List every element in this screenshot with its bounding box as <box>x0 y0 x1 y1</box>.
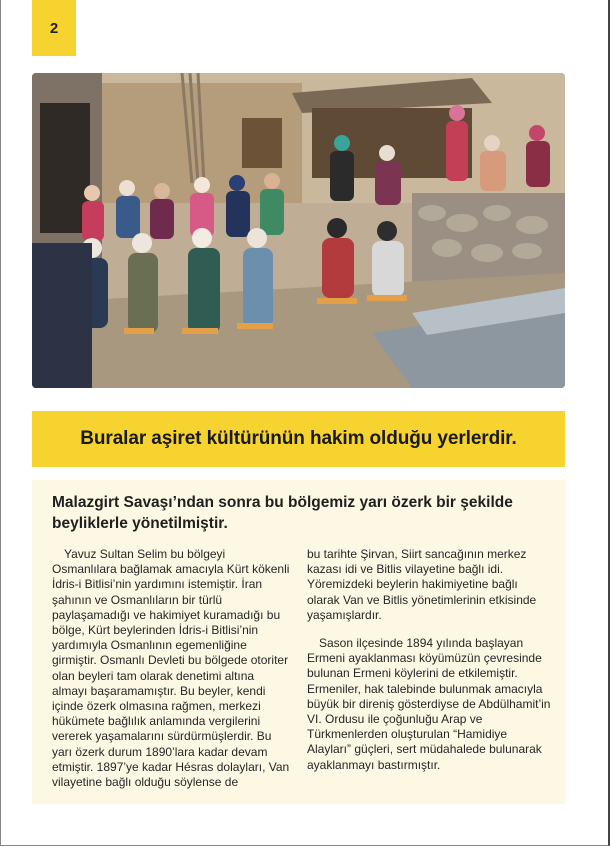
body-paragraph: Yavuz Sultan Selim bu bölgeyi Osmanlılara bağlamak amacıyla Kürt kökenli İdris-i Bitlisi’nin yardımını istemiştir. İran şahının ve Osmanlıların bir türlü paylaşamadığı ve hakimiyet kuramadığı bu bölge, Kürt beylerinden İdris-i Bitlisi’nin yardımıyla Osmanlının egemenliğine girmiştir. Osmanlı Devleti bu bölgede otoriter olan beyleri tam olarak denetimi altına almayı başaramamıştır. Bu beyler, kendi içinde özerk olmasına rağmen, merkezi hükümete bağlılık anlamında vergilerini vererek yaşamalarını sürdürmüşlerdir. Bu yarı özerk durum 1890’lara kadar devam etmiştir. 1897’ye kadar Hésras dolayları, Van vilayetine bağlı olduğu söylense de <box>52 547 290 790</box>
body-paragraph: bu tarihte Şirvan, Siirt sancağının merkez kazası idi ve Bitlis vilayetine bağlı idi. Yöremizdeki beylerin hakimiyetine bağlı olarak Van ve Bitlis yönetimlerinin etkisinde yaşamışlardır. <box>307 547 537 622</box>
lead-paragraph: Malazgirt Savaşı’ndan sonra bu bölgemiz yarı özerk bir şekilde beyliklerle yönetilmiştir. <box>52 494 513 532</box>
village-photo <box>32 73 565 388</box>
body-paragraph: Sason ilçesinde 1894 yılında başlayan Ermeni ayaklanması köyümüzün çevresinde bulunan Ermeni köylerini de etkilemiştir. Ermeniler, hak talebinde bulunmak amacıyla büyük bir direniş gösterdiyse de Abdülhamit’in VI. Ordusu ile çoğunluğu Arap ve Türkmenlerden oluşturulan “Hamidiye Alayları” güçleri, sert müdahalede bulunarak ayaklanmayı bastırmıştır. <box>307 636 551 772</box>
text-column-left <box>52 547 292 803</box>
content-panel <box>32 480 565 804</box>
headline-bar <box>32 411 565 467</box>
text-column-right <box>307 547 552 786</box>
page-number-tab <box>32 0 76 56</box>
headline: Buralar aşiret kültürünün hakim olduğu yerlerdir. <box>80 428 517 449</box>
page-number: 2 <box>49 19 59 37</box>
